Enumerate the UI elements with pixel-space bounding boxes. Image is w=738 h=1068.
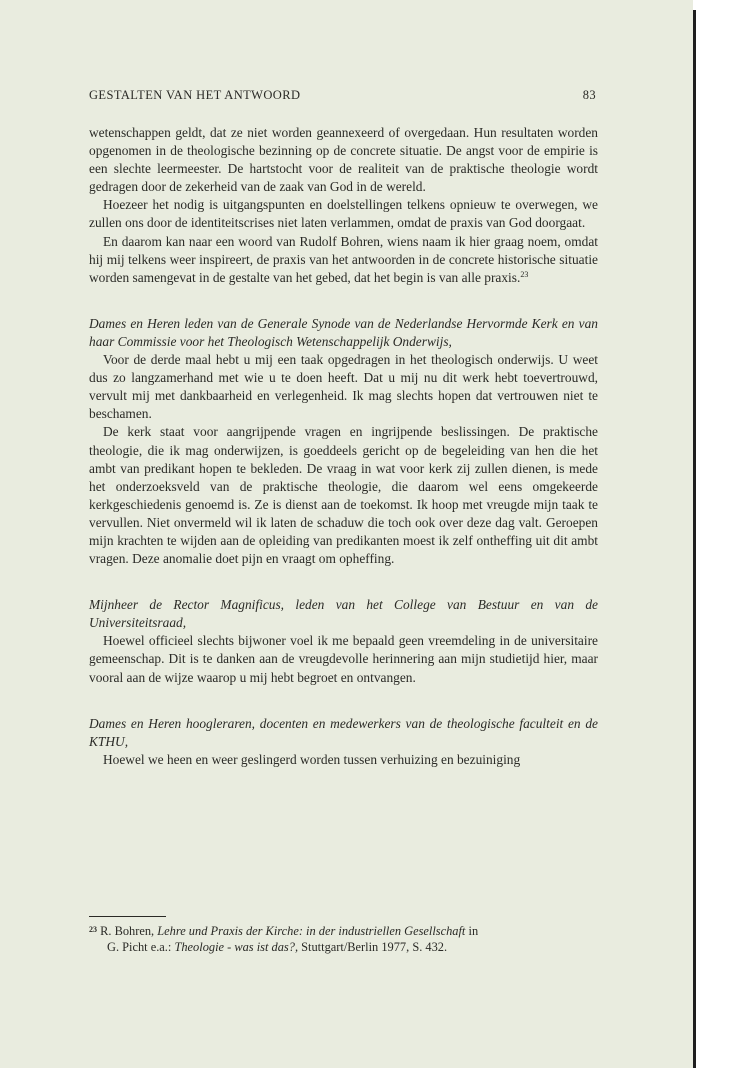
address-faculty: Dames en Heren hoogleraren, docenten en medewerkers van de theologische faculteit en de KTHU,: [89, 715, 598, 749]
paragraph: Voor de derde maal hebt u mij een taak opgedragen in het theologisch onderwijs. U weet dus zo langzamerhand met wie u te doen heeft. Dat u mij nu dit werk hebt toevertrouwd, vervult mij met dankbaarheid en verlegenheid. Ik mag slechts hopen dat vertrouwen niet te beschamen.: [89, 352, 598, 422]
address-synod: Dames en Heren leden van de Generale Synode van de Nederlandse Hervormde Kerk en van haar Commissie voor het Theologisch Wetenschappelijk Onderwijs,: [89, 315, 598, 349]
footnote-line-1: [89, 922, 598, 939]
footnote-author: R. Bohren,: [100, 924, 155, 938]
paragraph-text: En daarom kan naar een woord van Rudolf Bohren, wiens naam ik hier graag noem, omdat hij mij telkens weer inspireert, de praxis van het antwoorden in de concrete historische situatie worden samengevat in de gestalte van het gebed, dat het begin is van alle praxis.: [89, 233, 598, 285]
address-rector: Mijnheer de Rector Magnificus, leden van het College van Bestuur en van de Universiteitsraad,: [89, 597, 598, 631]
paragraph: wetenschappen geldt, dat ze niet worden geannexeerd of overgedaan. Hun resultaten worden opgenomen in de theologische bezinning op de concrete situatie. De angst voor de empirie is een slechte leermeester. De hartstocht voor de realiteit van de praktische theologie wordt gedragen door de zekerheid van de zaak van God in de wereld.: [89, 125, 598, 195]
scan-border: [693, 0, 738, 1068]
paragraph: Hoewel we heen en weer geslingerd worden tussen verhuizing en bezuiniging: [103, 751, 521, 767]
running-head-title: GESTALTEN VAN HET ANTWOORD: [89, 88, 301, 102]
paragraph: De kerk staat voor aangrijpende vragen en ingrijpende beslissingen. De praktische theologie, die ik mag onderwijzen, is goeddeels gericht op de begeleiding van hen die het ambt van predikant hopen te bekleden. De vraag in wat voor kerk zij zullen dienen, is mede het onderzoeksveld van de praktische theologie, die daarom wel eens omgekeerde kerkgeschiedenis genoemd is. Ze is dienst aan de toekomst. Ik hoop met vreugde mijn taak te vervullen. Niet onvermeld wil ik laten de schaduw die toch ook over deze dag valt. Geroepen mijn krachten te wijden aan de opleiding van predikanten moest ik zelf ontheffing uit dit ambt vragen. Deze anomalie doet pijn en vraagt om opheffing.: [89, 424, 598, 567]
footnote: [89, 922, 598, 955]
footnote-publication: Stuttgart/Berlin 1977, S. 432.: [301, 940, 448, 954]
paragraph: Hoewel officieel slechts bijwoner voel ik me bepaald geen vreemdeling in de universitaire gemeenschap. Dit is te danken aan de vreugdevolle herinnering aan mijn studietijd hier, maar vooral aan de wijze waarop u mij hebt begroet en ontvangen.: [89, 633, 598, 685]
footnote-source: Theologie - was ist das?,: [174, 940, 299, 954]
body-text: [89, 124, 598, 769]
footnote-line-2: [89, 939, 598, 955]
paragraph: [89, 233, 598, 287]
footnote-reference: 23: [520, 269, 529, 279]
page-number: 83: [582, 88, 596, 102]
paragraph: Hoezeer het nodig is uitgangspunten en doelstellingen telkens opnieuw te overwegen, we zullen ons door de identiteitscrises niet laten verlammen, omdat de praxis van God doorgaat.: [89, 197, 598, 231]
footnote-title: Lehre und Praxis der Kirche: in der industriellen Gesellschaft: [157, 924, 466, 938]
footnote-editor: G. Picht e.a.:: [107, 940, 172, 954]
footnote-in: in: [468, 924, 479, 938]
footnote-divider: [89, 916, 166, 917]
footnote-mark: 23: [89, 925, 97, 934]
